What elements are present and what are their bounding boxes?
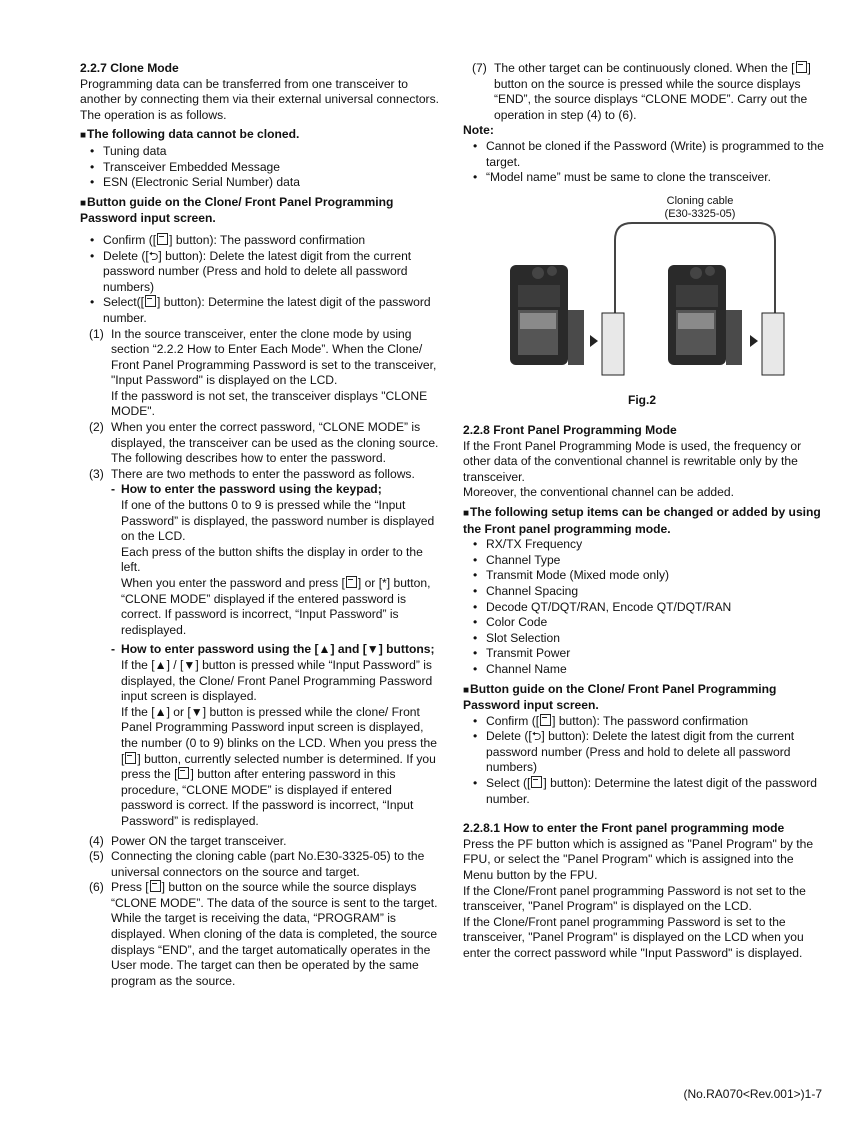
confirm-key-icon bbox=[145, 295, 156, 307]
setup-items-heading: ■ The following setup items can be changed or added by using the Front panel programming mode. bbox=[463, 505, 825, 537]
list-item: • Select([ ] button): Determine the latest digit of the password number. bbox=[90, 295, 442, 326]
back-arrow-icon: ⮌ bbox=[148, 248, 159, 263]
confirm-key-icon bbox=[178, 767, 189, 779]
how-to-enter-p3: If the Clone/Front panel programming Password is set to the transceiver, "Panel Program" is displayed on the LCD when you enter the correct password while "Input Password" is displayed. bbox=[463, 914, 804, 960]
clone-steps-continued bbox=[463, 61, 825, 123]
list-item: • Confirm ([ ] button): The password confirmation bbox=[473, 714, 825, 730]
list-item: • Cannot be cloned if the Password (Write) is programmed to the target. bbox=[473, 139, 825, 170]
source-radio-icon bbox=[510, 265, 624, 375]
list-item: • Transmit Power bbox=[473, 646, 825, 662]
right-column bbox=[463, 61, 825, 186]
step-7: (7) The other target can be continuously cloned. When the [ ] button on the source is pressed while the source displays “END”, the source displays “CLONE MODE”. Carry out the operation in step (4) to (6). bbox=[472, 61, 811, 122]
figure-caption: Fig.2 bbox=[628, 393, 657, 407]
cloning-figure bbox=[490, 195, 810, 410]
fpp-moreover: Moreover, the conventional channel can be added. bbox=[463, 485, 734, 500]
list-item: • ESN (Electronic Serial Number) data bbox=[90, 175, 442, 191]
list-item: • Delete ([⮌] button): Delete the latest digit from the current password number (Press and hold to delete all password numbers) bbox=[473, 729, 825, 776]
how-to-enter-p2: If the Clone/Front panel programming Password is not set to the transceiver, "Panel Program" is displayed on the LCD. bbox=[463, 883, 806, 914]
list-item: • Delete ([⮌] button): Delete the latest digit from the current password number (Press and hold to delete all password numbers) bbox=[90, 249, 442, 296]
target-radio-icon bbox=[668, 265, 784, 375]
step-4: (4) Power ON the target transceiver. bbox=[89, 833, 287, 848]
list-item: • Color Code bbox=[473, 615, 825, 631]
list-item: • Channel Name bbox=[473, 662, 825, 678]
back-arrow-icon: ⮌ bbox=[531, 729, 542, 744]
button-guide-list-2 bbox=[463, 714, 825, 808]
list-item: • Confirm ([ ] button): The password confirmation bbox=[90, 233, 442, 249]
right-column-lower bbox=[463, 423, 825, 962]
step-3: (3) There are two methods to enter the password as follows. - How to enter the password using the keypad; If one of the buttons 0 to 9 is pressed while the “Input Password” is displayed, the password number is displayed on the LCD. Each press of the button shifts the display in order to the left. When you enter the password and press [ ] or [*] button, “CLONE MODE” displayed if the entered password is correct. If password is incorrect, “Input Password” is redisplayed. - How to enter password using the [▲] and [▼] buttons; If the [▲] / [▼] button is pressed while “Input Password” is displayed, the Clone/ Front Panel Programming Password input screen is displayed. If the [▲] or [▼] button is pressed while the clone/ Front Panel Programming Password input screen is displayed, the number (0 to 9) blinks on the LCD. When you press the [ ] button, currently selected number is determined. If you press the [ ] button after entering password in this procedure, “CLONE MODE” is displayed if entered password is correct. If the password is incorrect, “Input Password” is redisplayed. bbox=[80, 467, 442, 834]
setup-items-list bbox=[463, 537, 825, 677]
step-1: (1) In the source transceiver, enter the clone mode by using section “2.2.2 How to Enter Each Mode”. When the Clone/ Front Panel Programming Password is set to the transceiver, "Input Password" is displayed on the LCD. If the password is not set, the transceiver displays "CLONE MODE". bbox=[89, 326, 437, 419]
section-title-fpp: 2.2.8 Front Panel Programming Mode bbox=[463, 423, 677, 437]
cable-label: Cloning cable (E30-3325-05) bbox=[664, 195, 736, 220]
confirm-key-icon bbox=[150, 880, 161, 892]
how-to-enter-p1: Press the PF button which is assigned as "Panel Program" by the FPU, or select the "Panel Program" which is assigned into the Menu button by the FPU. bbox=[463, 836, 814, 883]
arrow-method-body: If the [▲] / [▼] button is pressed while “Input Password” is displayed, the Clone/ Front Panel Programming Password input screen is displayed. If the [▲] or [▼] button is pressed while the clone/ Front Panel Programming Password input screen is displayed, the number (0 to 9) blinks on the LCD. When you press the [ ] button, currently selected number is determined. If you press the [ ] button after entering password in this procedure, “CLONE MODE” is displayed if entered password is correct. If the password is incorrect, “Input Password” is redisplayed. bbox=[121, 657, 437, 828]
step-6: (6) Press [ ] button on the source while the source displays “CLONE MODE”. The data of the source is sent to the target. While the target is receiving the data, “PROGRAM” is displayed. When cloning of the data is completed, the source displays “END”, and the target automatically operates in the User mode. The target can then be operated by the same program as the source. bbox=[89, 880, 438, 988]
confirm-key-icon bbox=[346, 576, 357, 588]
confirm-key-icon bbox=[531, 776, 542, 788]
step-2: (2) When you enter the correct password, “CLONE MODE” is displayed, the transceiver can be used as the cloning source. The following describes how to enter the password. bbox=[89, 420, 439, 466]
note-heading: Note: bbox=[463, 123, 494, 138]
confirm-key-icon bbox=[796, 61, 807, 73]
clone-steps bbox=[80, 327, 442, 990]
keypad-method-body: If one of the buttons 0 to 9 is pressed while the “Input Password” is displayed, the password number is displayed on the LCD. Each press of the button shifts the display in order to the left. When you enter the password and press [ ] or [*] button, “CLONE MODE” displayed if the entered password is correct. If password is incorrect, “Input Password” is redisplayed. bbox=[121, 498, 435, 637]
page-footer: (No.RA070<Rev.001>)1-7 bbox=[683, 1087, 822, 1101]
list-item: • Channel Spacing bbox=[473, 584, 825, 600]
list-item: • Decode QT/DQT/RAN, Encode QT/DQT/RAN bbox=[473, 600, 825, 616]
button-guide-list bbox=[80, 233, 442, 327]
cloning-diagram bbox=[490, 195, 810, 395]
cannot-clone-heading: ■ The following data cannot be cloned. bbox=[80, 127, 442, 144]
section-title-clone-mode: 2.2.7 Clone Mode bbox=[80, 61, 179, 75]
list-item: • Channel Type bbox=[473, 553, 825, 569]
list-item: • Select ([ ] button): Determine the latest digit of the password number. bbox=[473, 776, 825, 807]
keypad-method-heading: - How to enter the password using the keypad; bbox=[111, 482, 382, 497]
fpp-intro: If the Front Panel Programming Mode is used, the frequency or other data of the conventional channel is rewritable only by the transceiver. bbox=[463, 438, 802, 484]
list-item: • Slot Selection bbox=[473, 631, 825, 647]
list-item: • Tuning data bbox=[90, 144, 442, 160]
confirm-key-icon bbox=[540, 714, 551, 726]
clone-intro: Programming data can be transferred from one transceiver to another by connecting them via their external universal connectors. The operation is as follows. bbox=[80, 76, 439, 122]
button-guide-heading-2: ■ Button guide on the Clone/ Front Panel Programming Password input screen. bbox=[463, 682, 825, 714]
subsection-title-how-to-enter: 2.2.8.1 How to enter the Front panel programming mode bbox=[463, 821, 785, 836]
left-column bbox=[80, 61, 442, 989]
list-item: • Transceiver Embedded Message bbox=[90, 160, 442, 176]
list-item: • “Model name” must be same to clone the transceiver. bbox=[473, 170, 825, 186]
button-guide-heading: ■ Button guide on the Clone/ Front Panel Programming Password input screen. bbox=[80, 195, 442, 227]
list-item: • RX/TX Frequency bbox=[473, 537, 825, 553]
list-item: • Transmit Mode (Mixed mode only) bbox=[473, 568, 825, 584]
note-list bbox=[463, 139, 825, 186]
cannot-clone-list bbox=[80, 144, 442, 191]
confirm-key-icon bbox=[125, 752, 136, 764]
arrow-method-heading: - How to enter password using the [▲] and [▼] buttons; bbox=[111, 642, 435, 657]
step-5: (5) Connecting the cloning cable (part No.E30-3325-05) to the universal connectors on the source and target. bbox=[89, 849, 425, 879]
confirm-key-icon bbox=[157, 233, 168, 245]
